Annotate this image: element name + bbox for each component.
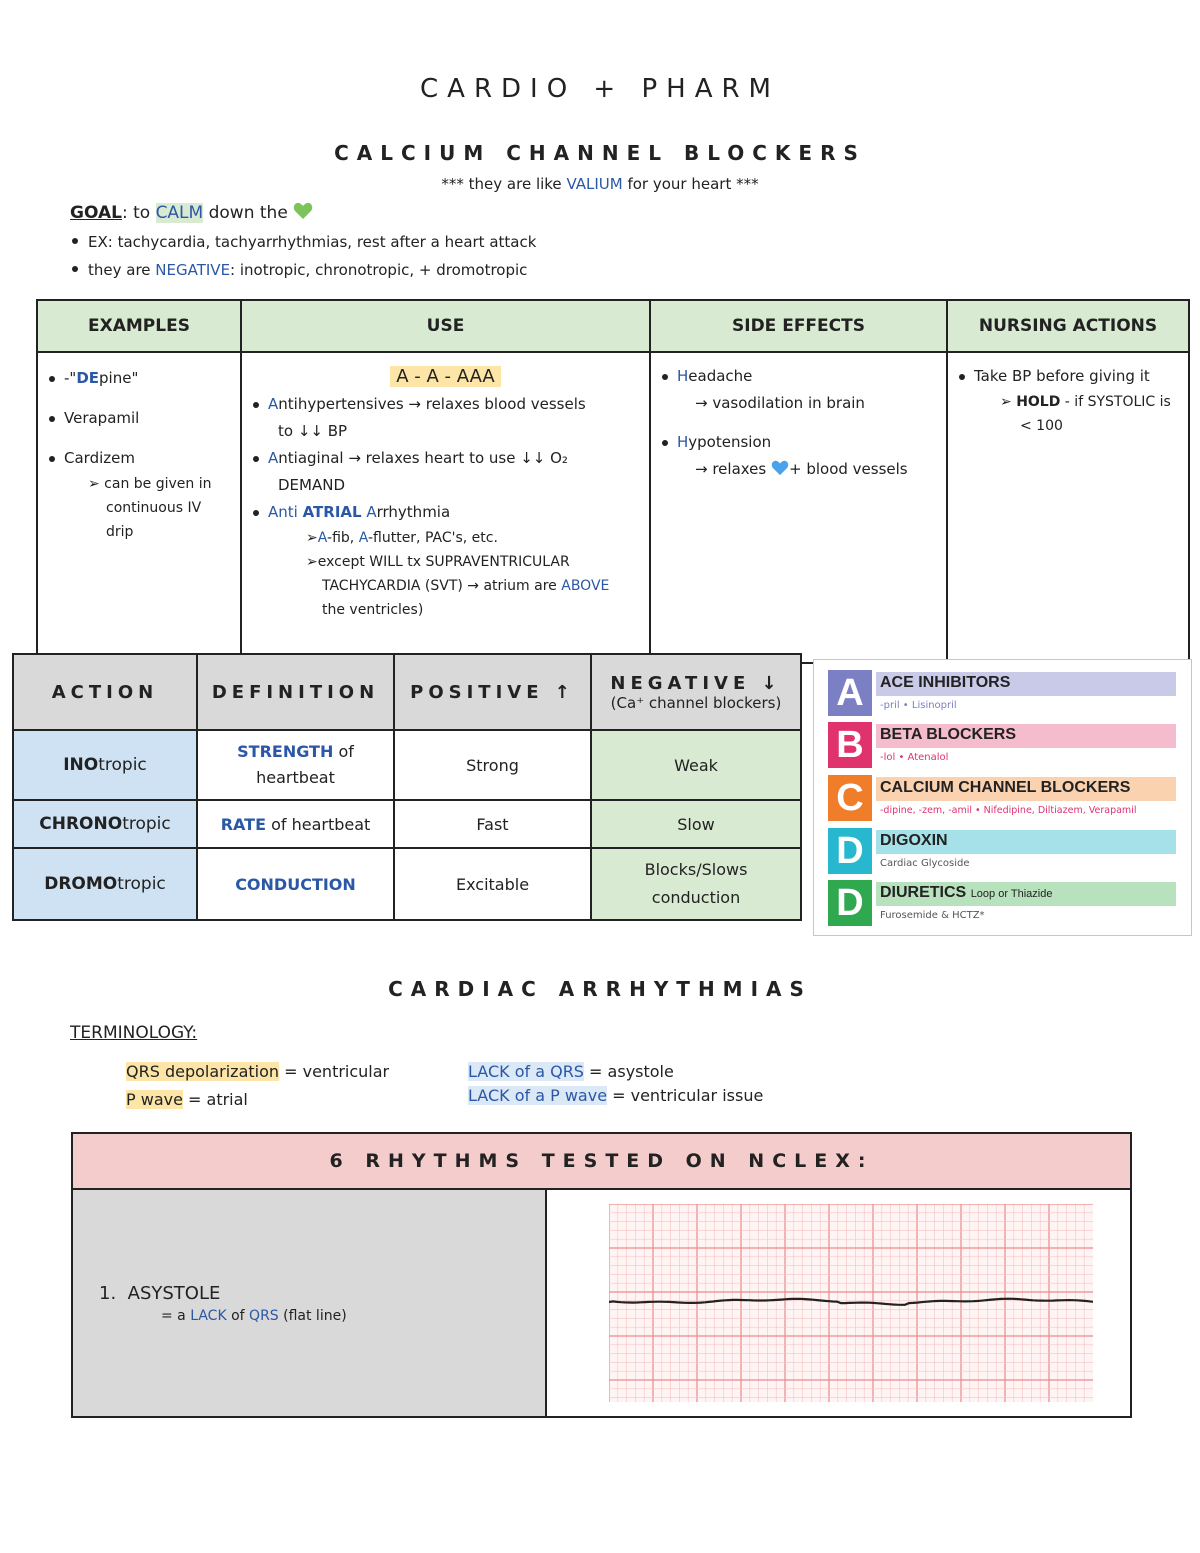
definition-chrono: RATE of heartbeat xyxy=(197,800,394,848)
use-sub-svt-2: TACHYCARDIA (SVT) → atrium are ABOVE xyxy=(322,578,610,594)
cardizem-note: ➢ can be given in xyxy=(88,476,212,492)
negative-ino: Weak xyxy=(591,730,801,800)
definition-ino: STRENGTH of heartbeat xyxy=(197,730,394,800)
term-lack-p-wave: LACK of a P wave = ventricular issue xyxy=(468,1086,764,1105)
tropic-row xyxy=(13,800,801,848)
side-effects-cell: Headache → vasodilation in brain Hypotension → relaxes + blood vessels xyxy=(650,352,947,663)
abcd-item-ccb: C CALCIUM CHANNEL BLOCKERS -dipine, -zem, -amil • Nifedipine, Diltiazem, Verapamil xyxy=(828,775,1178,821)
action-chrono: CHRONOtropic xyxy=(13,800,197,848)
letter-a: A xyxy=(828,670,872,716)
nursing-actions-cell: Take BP before giving it ➢ HOLD - if SYSTOLIC is < 100 xyxy=(947,352,1189,663)
header-definition: DEFINITION xyxy=(197,654,394,730)
section-title-arrhythmias: CARDIAC ARRHYTHMIAS xyxy=(388,977,812,1001)
use-sub-svt-3: the ventricles) xyxy=(322,602,424,618)
example-cardizem: Cardizem xyxy=(46,445,232,472)
section-title-ccb: CALCIUM CHANNEL BLOCKERS xyxy=(334,141,866,165)
header-action: ACTION xyxy=(13,654,197,730)
side-effect-hypotension: Hypotension xyxy=(659,429,938,456)
abcd-item-beta: B BETA BLOCKERS -lol • Atenalol xyxy=(828,722,1178,768)
letter-d: D xyxy=(828,828,872,874)
use-antianginal: Antiaginal → relaxes heart to use ↓↓ O₂ xyxy=(250,445,641,472)
negative-dromo: Blocks/Slows conduction xyxy=(591,848,801,920)
definition-dromo: CONDUCTION xyxy=(197,848,394,920)
goal-label: GOAL xyxy=(70,203,122,223)
goal-bullet-2: they are NEGATIVE: inotropic, chronotropic, + dromotropic xyxy=(70,261,527,279)
rhythm-name: ASYSTOLE xyxy=(127,1282,221,1304)
use-antihypertensives: Antihypertensives → relaxes blood vessels xyxy=(250,391,641,418)
nursing-take-bp: Take BP before giving it xyxy=(956,363,1180,390)
goal-bullet-1: EX: tachycardia, tachyarrhythmias, rest after a heart attack xyxy=(70,233,536,251)
negative-chrono: Slow xyxy=(591,800,801,848)
term-qrs: QRS depolarization = ventricular xyxy=(126,1062,390,1081)
use-anti-atrial-arrhythmia: Anti ATRIAL Arrhythmia xyxy=(250,499,641,526)
examples-cell xyxy=(37,352,241,663)
positive-ino: Strong xyxy=(394,730,591,800)
header-use: USE xyxy=(241,300,650,352)
action-dromo: DROMOtropic xyxy=(13,848,197,920)
abcd-item-ace: A ACE INHIBITORS -pril • Lisinopril xyxy=(828,670,1178,716)
header-positive: POSITIVE ↑ xyxy=(394,654,591,730)
tagline: *** they are like VALIUM for your heart *** xyxy=(441,175,759,193)
use-cell: A - A - AAA Antihypertensives → relaxes blood vessels to ↓↓ BP Antiaginal → relaxes heart to use ↓↓ O₂ DEMAND Anti ATRIAL Arrhythmia ➢A-fib, A-flutter, PAC's, etc. ➢except WILL tx SUPRAVENTRICULAR TACHYCARDIA (SVT) → atrium are ABOVE the ventricles) xyxy=(241,352,650,663)
letter-b: B xyxy=(828,722,872,768)
tropic-row xyxy=(13,730,801,800)
ecg-asystole-strip xyxy=(609,1204,1093,1402)
use-mnemonic: A - A - AAA xyxy=(390,366,500,387)
abcd-item-diuretics: D DIURETICS Loop or Thiazide Furosemide & HCTZ* xyxy=(828,880,1178,926)
positive-dromo: Excitable xyxy=(394,848,591,920)
use-sub-afib: ➢A-fib, A-flutter, PAC's, etc. xyxy=(306,530,498,546)
goal-line: GOAL: to CALM down the xyxy=(70,202,313,223)
ccb-table xyxy=(36,299,1190,664)
header-nursing-actions: NURSING ACTIONS xyxy=(947,300,1189,352)
green-heart-icon xyxy=(293,202,313,220)
page-title: CARDIO + PHARM xyxy=(420,74,780,104)
term-p-wave: P wave = atrial xyxy=(126,1090,248,1109)
blue-heart-icon xyxy=(771,460,789,476)
letter-d: D xyxy=(828,880,872,926)
cardizem-note-2: continuous IV drip xyxy=(106,500,202,540)
nursing-hold: ➢ HOLD - if SYSTOLIC is xyxy=(1000,394,1171,410)
positive-chrono: Fast xyxy=(394,800,591,848)
header-side-effects: SIDE EFFECTS xyxy=(650,300,947,352)
rhythm-asystole-cell: 1. ASYSTOLE = a LACK of QRS (flat line) xyxy=(72,1189,546,1417)
rhythm-strip-cell xyxy=(546,1189,1131,1417)
example-dipine: -"DEpine" xyxy=(46,365,232,392)
action-ino: INOtropic xyxy=(13,730,197,800)
use-sub-svt: ➢except WILL tx SUPRAVENTRICULAR xyxy=(306,554,570,570)
header-examples: EXAMPLES xyxy=(37,300,241,352)
letter-c: C xyxy=(828,775,872,821)
rhythms-table xyxy=(71,1132,1132,1418)
header-negative: NEGATIVE ↓ (Ca⁺ channel blockers) xyxy=(591,654,801,730)
side-effect-headache: Headache xyxy=(659,363,938,390)
terminology-label: TERMINOLOGY: xyxy=(70,1023,198,1043)
example-verapamil: Verapamil xyxy=(46,405,232,432)
tropic-table xyxy=(12,653,802,921)
term-lack-qrs: LACK of a QRS = asystole xyxy=(468,1062,674,1081)
abcd-drug-classes xyxy=(813,659,1192,936)
rhythms-header: 6 RHYTHMS TESTED ON NCLEX: xyxy=(72,1133,1131,1189)
abcd-item-digoxin: D DIGOXIN Cardiac Glycoside xyxy=(828,828,1178,874)
tropic-row xyxy=(13,848,801,920)
